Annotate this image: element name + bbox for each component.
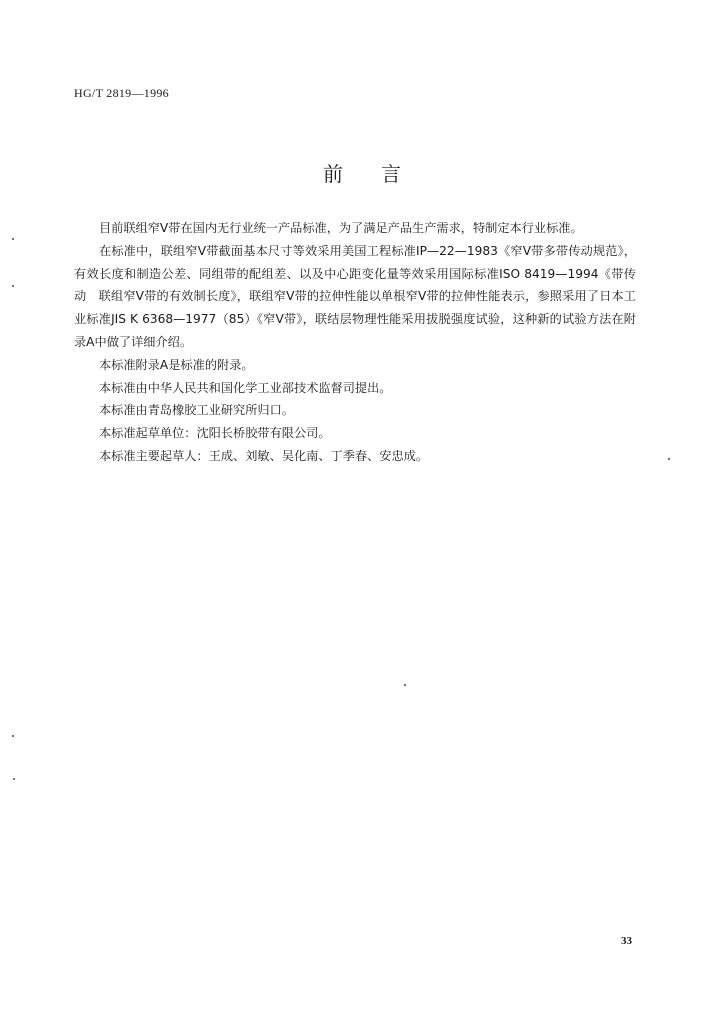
paragraph: 本标准附录A是标准的附录。: [99, 357, 254, 372]
page-number: 33: [621, 935, 632, 947]
scan-speck: [12, 238, 14, 240]
standard-code: HG/T 2819—1996: [74, 86, 169, 100]
scan-speck: [404, 684, 406, 686]
page-title: [0, 158, 724, 187]
paragraph: 本标准由青岛橡胶工业研究所归口。: [99, 403, 294, 418]
paragraph: 目前联组窄V带在国内无行业统一产品标准，为了满足产品生产需求，特制定本行业标准。: [99, 221, 583, 235]
paragraph: 本标准由中华人民共和国化学工业部技术监督司提出。: [99, 380, 392, 395]
scan-speck: [12, 285, 14, 287]
paragraph: 在标准中，联组窄V带截面基本尺寸等效采用美国工程标准IP—22—1983《窄V带多带传动规范》，有效长度和制造公差、同组带的配组差、以及中心距变化量等效采用国际标准ISO 8419—1994《带传动 联组窄V带的有效制长度》，联组窄V带的拉伸性能以单根窄V带的拉伸性能表示，参照采用了日本工业标准JIS K 6368—1977（85）《窄V带》，联结层物理性能采用拔脱强度试验，这种新的试验方法在附录A中做了详细介绍。: [74, 243, 636, 349]
paragraph: 本标准起草单位：沈阳长桥胶带有限公司。: [99, 426, 331, 441]
title-char-2: 言: [381, 162, 401, 186]
scan-speck: [12, 735, 14, 737]
preface-body: [74, 217, 636, 468]
paragraph: 本标准主要起草人：王成、刘敏、吴化南、丁季春、安忠成。: [99, 448, 429, 463]
title-char-1: 前: [323, 162, 343, 186]
scan-speck: [13, 778, 15, 780]
scan-speck: [668, 458, 670, 460]
